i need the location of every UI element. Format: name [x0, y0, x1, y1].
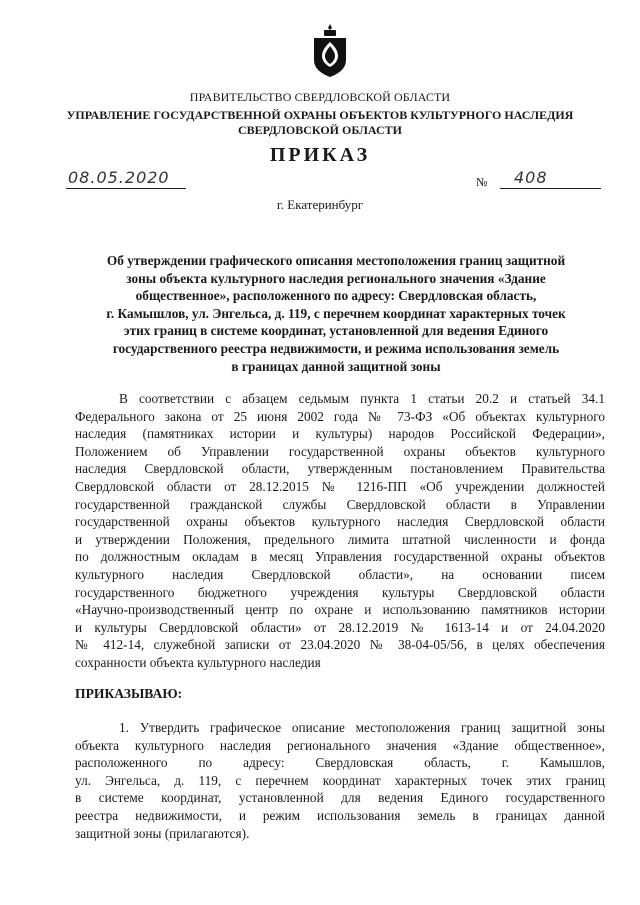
handwritten-number: 408: [514, 168, 548, 187]
heading-line: общественное», расположенного по адресу: Свердловская область,: [135, 288, 537, 304]
text-line: В соответствии с абзацем седьмым пункта 1 статьи 20.2 и статьей 34.1: [119, 391, 605, 406]
heading-line: зоны объекта культурного наследия регионального значения «Здание: [126, 270, 546, 286]
text-line: Положением об Управлении государственной охраны объектов культурного: [75, 443, 605, 459]
handwritten-date: 08.05.2020: [68, 168, 170, 187]
text-line: государственной охраны объектов культурного наследия Свердловской области: [75, 514, 605, 530]
text-line: культурного наследия Свердловской области», на основании писем: [75, 566, 605, 582]
department-name-line-2: СВЕРДЛОВСКОЙ ОБЛАСТИ: [238, 123, 402, 137]
text-line: № 412-14, служебной записки от 23.04.2020 № 38-04-05/56, в целях обеспечения: [75, 637, 605, 653]
heading-line: в границах данной защитной зоны: [231, 358, 441, 374]
city-line: г. Екатеринбург: [276, 197, 364, 212]
text-line: расположенного по адресу: Свердловская область, г. Камышлов,: [75, 755, 605, 771]
text-line: по должностным окладам в месяц Управления государственной охраны объектов: [75, 549, 605, 565]
item-1-paragraph: [75, 719, 605, 842]
number-field: [500, 170, 601, 189]
text-line: сохранности объекта культурного наследия: [75, 654, 321, 670]
text-line: Свердловской области от 28.12.2015 № 1216-ПП «Об учреждении должностей: [75, 478, 605, 494]
heading-line: государственного реестра недвижимости, и режима использования земель: [112, 340, 560, 356]
document-type: ПРИКАЗ: [269, 144, 371, 166]
text-line: Федерального закона от 25 июня 2002 года № 73-ФЗ «Об объектах культурного: [75, 408, 605, 424]
text-line: в системе координат, установленной для ведения Единого государственного: [75, 790, 605, 806]
heading-line: этих границ в системе координат, установленной для ведения Единого: [123, 323, 549, 339]
number-label: №: [476, 175, 488, 189]
text-line: защитной зоны (прилагаются).: [75, 825, 250, 841]
preamble-paragraph: [75, 390, 605, 672]
government-name: ПРАВИТЕЛЬСТВО СВЕРДЛОВСКОЙ ОБЛАСТИ: [189, 90, 451, 104]
text-line: реестра недвижимости, и режим использования земель в границах данной: [75, 807, 605, 823]
heading-line: г. Камышлов, ул. Энгельса, д. 119, с перечнем координат характерных точек: [106, 305, 566, 321]
text-line: ул. Энгельса, д. 119, с перечнем координат характерных точек этих границ: [75, 772, 605, 788]
text-line: 1. Утвердить графическое описание местоположения границ защитной зоны: [119, 720, 605, 735]
order-word: ПРИКАЗЫВАЮ:: [75, 686, 183, 701]
text-line: объекта культурного наследия регионального значения «Здание общественное»,: [75, 737, 605, 753]
text-line: «Научно-производственный центр по охране и использованию памятников истории: [75, 602, 605, 618]
text-line: государственной гражданской службы Свердловской области в Управлении: [75, 496, 605, 512]
text-line: и культуры Свердловской области» от 28.12.2019 № 1613-14 и от 24.04.2020: [75, 619, 605, 635]
text-line: и утверждении Положения, предельного лимита штатной численности и фонда: [75, 531, 605, 547]
heading-line: Об утверждении графического описания местоположения границ защитной: [106, 253, 566, 268]
department-name-line-1: УПРАВЛЕНИЕ ГОСУДАРСТВЕННОЙ ОХРАНЫ ОБЪЕКТОВ КУЛЬТУРНОГО НАСЛЕДИЯ: [66, 108, 574, 122]
text-line: наследия (памятниках истории и культуры) народов Российской Федерации»,: [75, 426, 605, 442]
date-field: [66, 170, 186, 189]
order-heading: [66, 252, 606, 375]
text-line: наследия Свердловской области, утвержденным постановлением Правительства: [75, 461, 605, 477]
coat-of-arms-icon: [311, 22, 349, 78]
text-line: государственного бюджетного учреждения культуры Свердловской области: [75, 584, 605, 600]
